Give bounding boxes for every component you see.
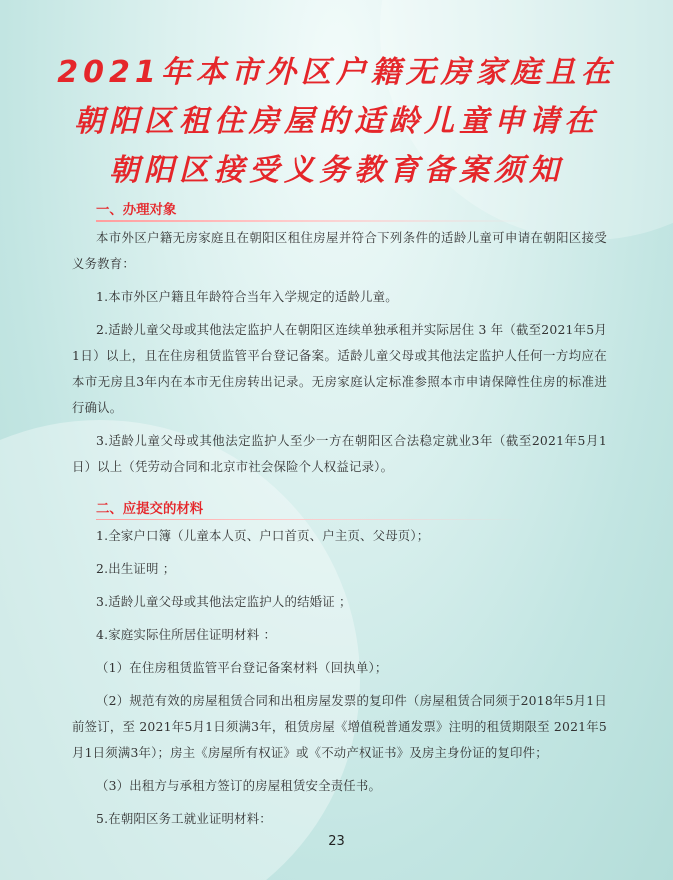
section-heading: 一、办理对象: [96, 203, 177, 218]
document-title: [0, 48, 673, 195]
paragraph: （1）在住房租赁监管平台登记备案材料（回执单）；: [96, 660, 388, 675]
title-line: 朝阳区接受义务教育备案须知: [109, 153, 564, 188]
title-line: 2021年本市外区户籍无房家庭且在: [57, 55, 616, 90]
paragraph: 2.出生证明 ；: [96, 561, 176, 576]
paragraph: 1.本市外区户籍且年龄符合当年入学规定的适龄儿童。: [96, 288, 398, 304]
paragraph: 3.适龄儿童父母或其他法定监护人至少一方在朝阳区合法稳定就业3年（截至2021年5月1日）以上（凭劳动合同和北京市社会保险个人权益记录）。: [72, 432, 607, 474]
paragraph: （3）出租方与承租方签订的房屋租赁安全责任书。: [96, 778, 382, 793]
title-line: 朝阳区租住房屋的适龄儿童申请在: [74, 104, 599, 139]
page-number: 23: [328, 834, 345, 849]
paragraph: 2.适龄儿童父母或其他法定监护人在朝阳区连续单独承租并实际居住 3 年（截至2021年5月1日）以上，且在住房租赁监管平台登记备案。适龄儿童父母或其他法定监护人任何一方均应在本市无房且3年内在本市无住房转出记录。无房家庭认定标准参照本市申请保障性住房的标准进行确认。: [72, 321, 607, 415]
paragraph: 5.在朝阳区务工就业证明材料：: [96, 811, 272, 826]
section-heading: 二、应提交的材料: [96, 501, 204, 517]
paragraph: 3.适龄儿童父母或其他法定监护人的结婚证 ；: [96, 594, 352, 609]
document-body: [72, 200, 607, 839]
paragraph: 4.家庭实际住所居住证明材料 ：: [96, 627, 277, 642]
paragraph: 1.全家户口簿（儿童本人页、户口首页、户主页、父母页）；: [96, 528, 430, 543]
paragraph: （2）规范有效的房屋租赁合同和出租房屋发票的复印件（房屋租赁合同须于2018年5月1日前签订，至 2021年5月1日须满3年，租赁房屋《增值税普通发票》注明的租赁期限至 2021年5月1日须满3年）；房主《房屋所有权证》或《不动产权证书》及房主身份证的复印件；: [72, 693, 607, 760]
paragraph: 本市外区户籍无房家庭且在朝阳区租住房屋并符合下列条件的适龄儿童可申请在朝阳区接受义务教育：: [72, 229, 607, 271]
